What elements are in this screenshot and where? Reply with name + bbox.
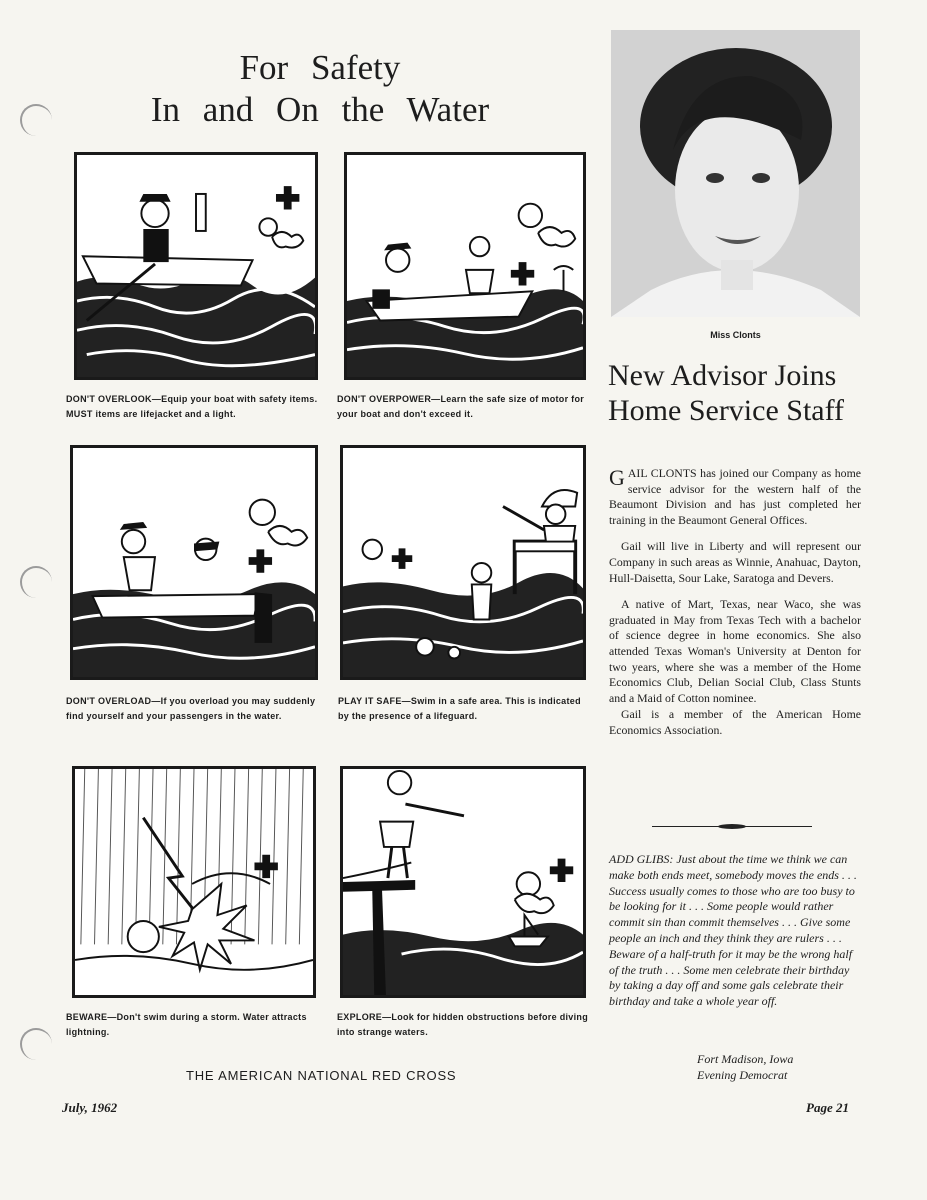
panel-caption-overlook bbox=[66, 392, 324, 422]
add-glibs-text: ADD GLIBS: Just about the time we think we can make both ends meet, somebody moves the ends . . . Success usually comes to those who are too busy to be looking for it . . . Some people would rather commit sin than commit themselves . . . Give some people an inch and they think they are rulers . . . Beware of a half-truth for it may be the wrong half of the truth . . . Some men celebrate their birthday by taking a day off and some gals celebrate their birthday and take a whole year off. bbox=[609, 852, 857, 1009]
article-headline: New Advisor Joins Home Service Staff bbox=[608, 359, 845, 427]
glibs-source-line2: Evening Democrat bbox=[697, 1068, 788, 1082]
article-paragraph: Gail is a member of the American Home Economics Association. bbox=[609, 707, 861, 737]
photo-caption: Miss Clonts bbox=[710, 330, 761, 340]
cartoon-panel-overpower bbox=[344, 152, 586, 380]
page-title-line1: For Safety bbox=[239, 48, 401, 87]
panel-caption-play-it-safe bbox=[338, 694, 593, 724]
caption-text: —If you overload you may suddenly find yourself and your passengers in the water. bbox=[66, 696, 316, 721]
caption-lead: DON'T OVERPOWER bbox=[337, 394, 432, 404]
section-divider bbox=[652, 826, 812, 827]
footer-date: July, 1962 bbox=[62, 1100, 118, 1115]
glibs-source-line1: Fort Madison, Iowa bbox=[697, 1052, 794, 1066]
caption-lead: DON'T OVERLOOK bbox=[66, 394, 152, 404]
caption-text: —Swim in a safe area. This is indicated by the presence of a lifeguard. bbox=[338, 696, 581, 721]
caption-lead: DON'T OVERLOAD bbox=[66, 696, 152, 706]
caption-lead: BEWARE bbox=[66, 1012, 108, 1022]
panel-caption-beware bbox=[66, 1010, 324, 1040]
caption-text: —Learn the safe size of motor for your boat and don't exceed it. bbox=[337, 394, 585, 419]
binder-hole bbox=[20, 1028, 52, 1060]
cartoon-panel-overlook bbox=[74, 152, 318, 380]
page-title-line2: In and On the Water bbox=[150, 90, 490, 129]
binder-hole bbox=[20, 566, 52, 598]
cartoon-panel-beware bbox=[72, 766, 316, 998]
caption-text: —Don't swim during a storm. Water attracts lightning. bbox=[66, 1012, 307, 1037]
red-cross-credit: THE AMERICAN NATIONAL RED CROSS bbox=[186, 1068, 457, 1083]
cartoon-panel-explore bbox=[340, 766, 586, 998]
footer-page-number: Page 21 bbox=[806, 1100, 849, 1115]
caption-lead: PLAY IT SAFE bbox=[338, 696, 402, 706]
panel-caption-explore bbox=[337, 1010, 593, 1040]
caption-text: —Equip your boat with safety items. MUST items are lifejacket and a light. bbox=[66, 394, 318, 419]
article-body bbox=[609, 466, 861, 750]
cartoon-panel-overload bbox=[70, 445, 318, 680]
binder-hole bbox=[20, 104, 52, 136]
paragraph-text: AIL CLONTS has joined our Company as home service advisor for the western half of the Beaumont Division and has just completed her training in the Beaumont General Offices. bbox=[609, 466, 861, 527]
article-paragraph: A native of Mart, Texas, near Waco, she was graduated in May from Texas Tech with a bachelor of science degree in home economics. She also attended Texas Woman's University at Denton for two years, where she was a member of the Home Economics Club, Delian Social Club, Class Stunts and a Maid of Cotton nominee. bbox=[609, 597, 861, 705]
portrait-photo bbox=[611, 30, 860, 317]
drop-cap: G bbox=[609, 465, 625, 490]
cartoon-panel-play-it-safe bbox=[340, 445, 586, 680]
article-paragraph: Gail will live in Liberty and will represent our Company in such areas as Winnie, Anahuac, Dayton, Hull-Daisetta, Sour Lake, Saratoga and Devers. bbox=[609, 539, 861, 585]
caption-text: —Look for hidden obstructions before diving into strange waters. bbox=[337, 1012, 589, 1037]
panel-caption-overload bbox=[66, 694, 322, 724]
article-paragraph bbox=[609, 466, 861, 528]
caption-lead: EXPLORE bbox=[337, 1012, 383, 1022]
panel-caption-overpower bbox=[337, 392, 593, 422]
